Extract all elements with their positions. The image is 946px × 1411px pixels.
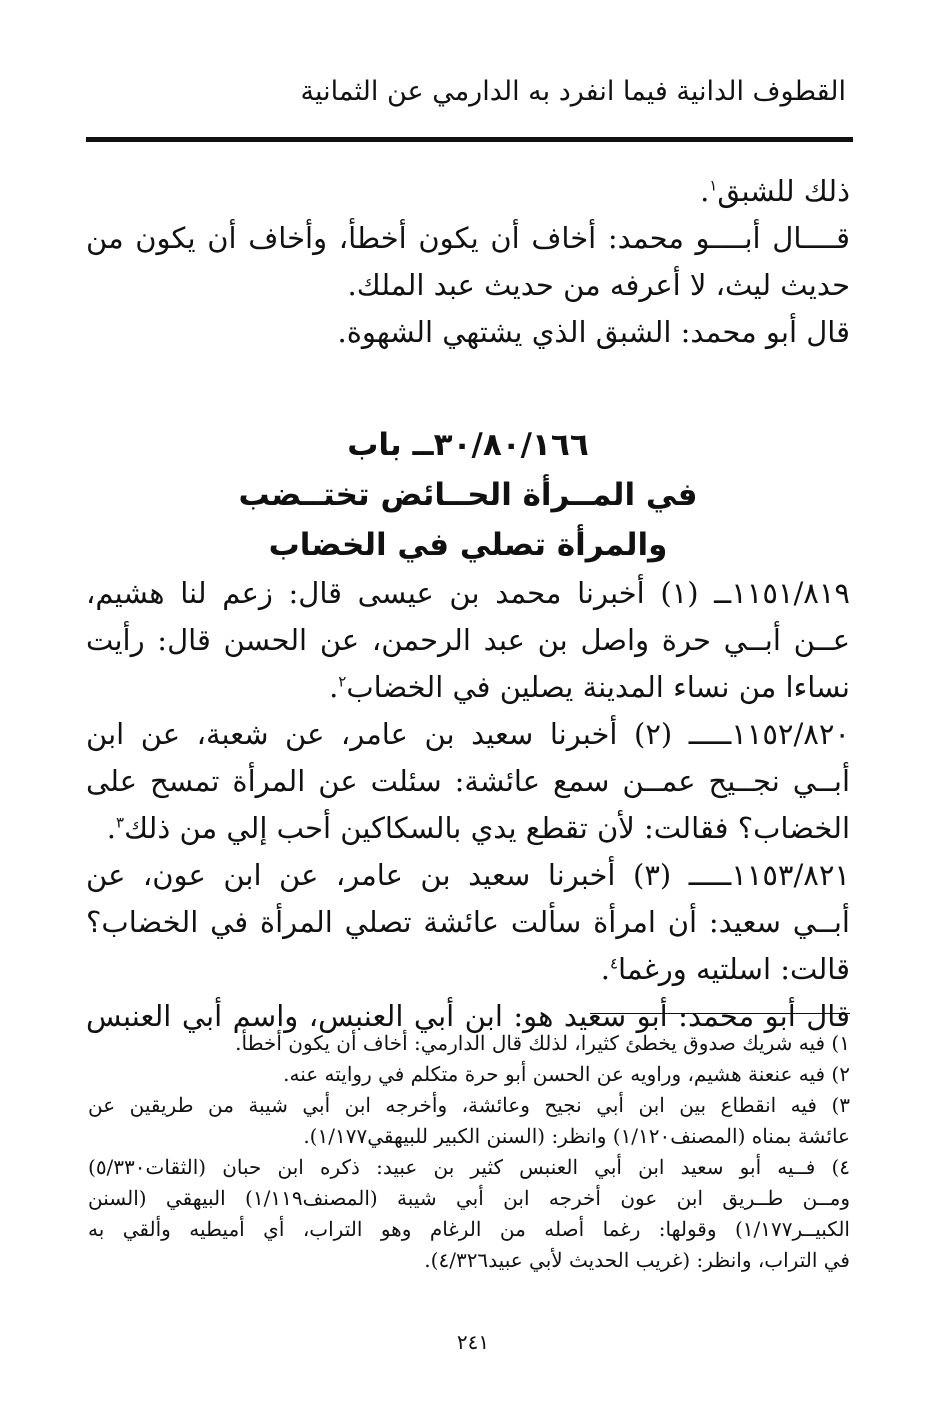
book-title: القطوف الدانية فيما انفرد به الدارمي عن الثمانية [300,76,846,107]
text-line: قــــال أبــــو محمد: أخاف أن يكون أخطأ، وأخاف أن يكون من [86,221,850,255]
footnote-line: ومــن طــريق ابن عون أخرجه ابن أبي شيبة (المصنف١/١١٩) البيهقي (السنن [88,1186,850,1210]
text-line: حديث ليث، لا أعرفه من حديث عبد الملك. [347,268,850,302]
main-text [86,168,850,1040]
text-line: قال أبو محمد: الشبق الذي يشتهي الشهوة. [337,315,850,349]
hadith-line: أبــي نجــيح عمــن سمع عائشة: سئلت عن المرأة تمسح على [86,764,850,798]
footnote-line: ٢) فيه عنعنة هشيم، وراويه عن الحسن أبو حرة متكلم في روايته عنه. [283,1062,850,1086]
footnote-line: ٤) فــيه أبو سعيد ابن أبي العنبس كثير بن عبيد: ذكره ابن حبان (الثقات٥/٣٣٠) [88,1155,850,1179]
hadith-line: قالت: اسلتيه ورغما$^٤$. [600,952,850,986]
chapter-heading-number: ٣٠/٨٠/١٦٦ــ باب [347,427,589,463]
page-number: ٢٤١ [456,1330,490,1354]
text-line: ذلك للشبق$^١$. [700,174,850,208]
footnote-rule [590,1013,850,1014]
footnote-line: الكبيــر١/١٧٧) وقولها: رغما أصله من الرغام وهو التراب، أي أميطيه وألقي به [88,1217,850,1241]
footnote-line: ٣) فيه انقطاع بين ابن أبي نجيح وعائشة، وأخرجه ابن أبي شيبة من طريقين عن [88,1093,850,1117]
spacer [86,356,850,420]
chapter-heading-title: في المــرأة الحــائض تختــضب [238,477,698,513]
footnote-line: عائشة بمناه (المصنف١/١٢٠) وانظر: (السنن الكبير للبيهقي١/١٧٧). [303,1124,850,1148]
chapter-heading-subtitle: والمرأة تصلي في الخضاب [268,527,668,563]
hadith-line: قال أبو محمد: أبو سعيد هو: ابن أبي العنبس، واسم أبي العنبس [86,999,850,1033]
running-header [88,72,846,112]
hadith-line: ١١٥١/٨١٩ــ (١) أخبرنا محمد بن عيسى قال: زعم لنا هشيم، [86,576,850,610]
hadith-line: ١١٥٣/٨٢١ـــــ (٣) أخبرنا سعيد بن عامر، عن ابن عون، عن [86,858,850,892]
hadith-line: أبــي سعيد: أن امرأة سألت عائشة تصلي المرأة في الخضاب؟ [86,905,850,939]
footnote-line: في التراب، وانظر: (غريب الحديث لأبي عبيد٤/٣٢٦). [424,1248,850,1272]
hadith-line: نساءا من نساء المدينة يصلين في الخضاب$^٢$. [329,670,850,704]
hadith-line: الخضاب؟ فقالت: لأن تقطع يدي بالسكاكين أحب إلي من ذلك$^٣$. [106,811,850,845]
hadith-line: ١١٥٢/٨٢٠ـــــ (٢) أخبرنا سعيد بن عامر، عن شعبة، عن ابن [86,717,850,751]
footnote-line: ١) فيه شريك صدوق يخطئ كثيرا، لذلك قال الدارمي: أخاف أن يكون أخطأ. [235,1031,850,1055]
footnotes [88,1028,850,1276]
header-rule [86,137,853,142]
hadith-line: عــن أبــي حرة واصل بن عبد الرحمن، عن الحسن قال: رأيت [86,623,850,657]
